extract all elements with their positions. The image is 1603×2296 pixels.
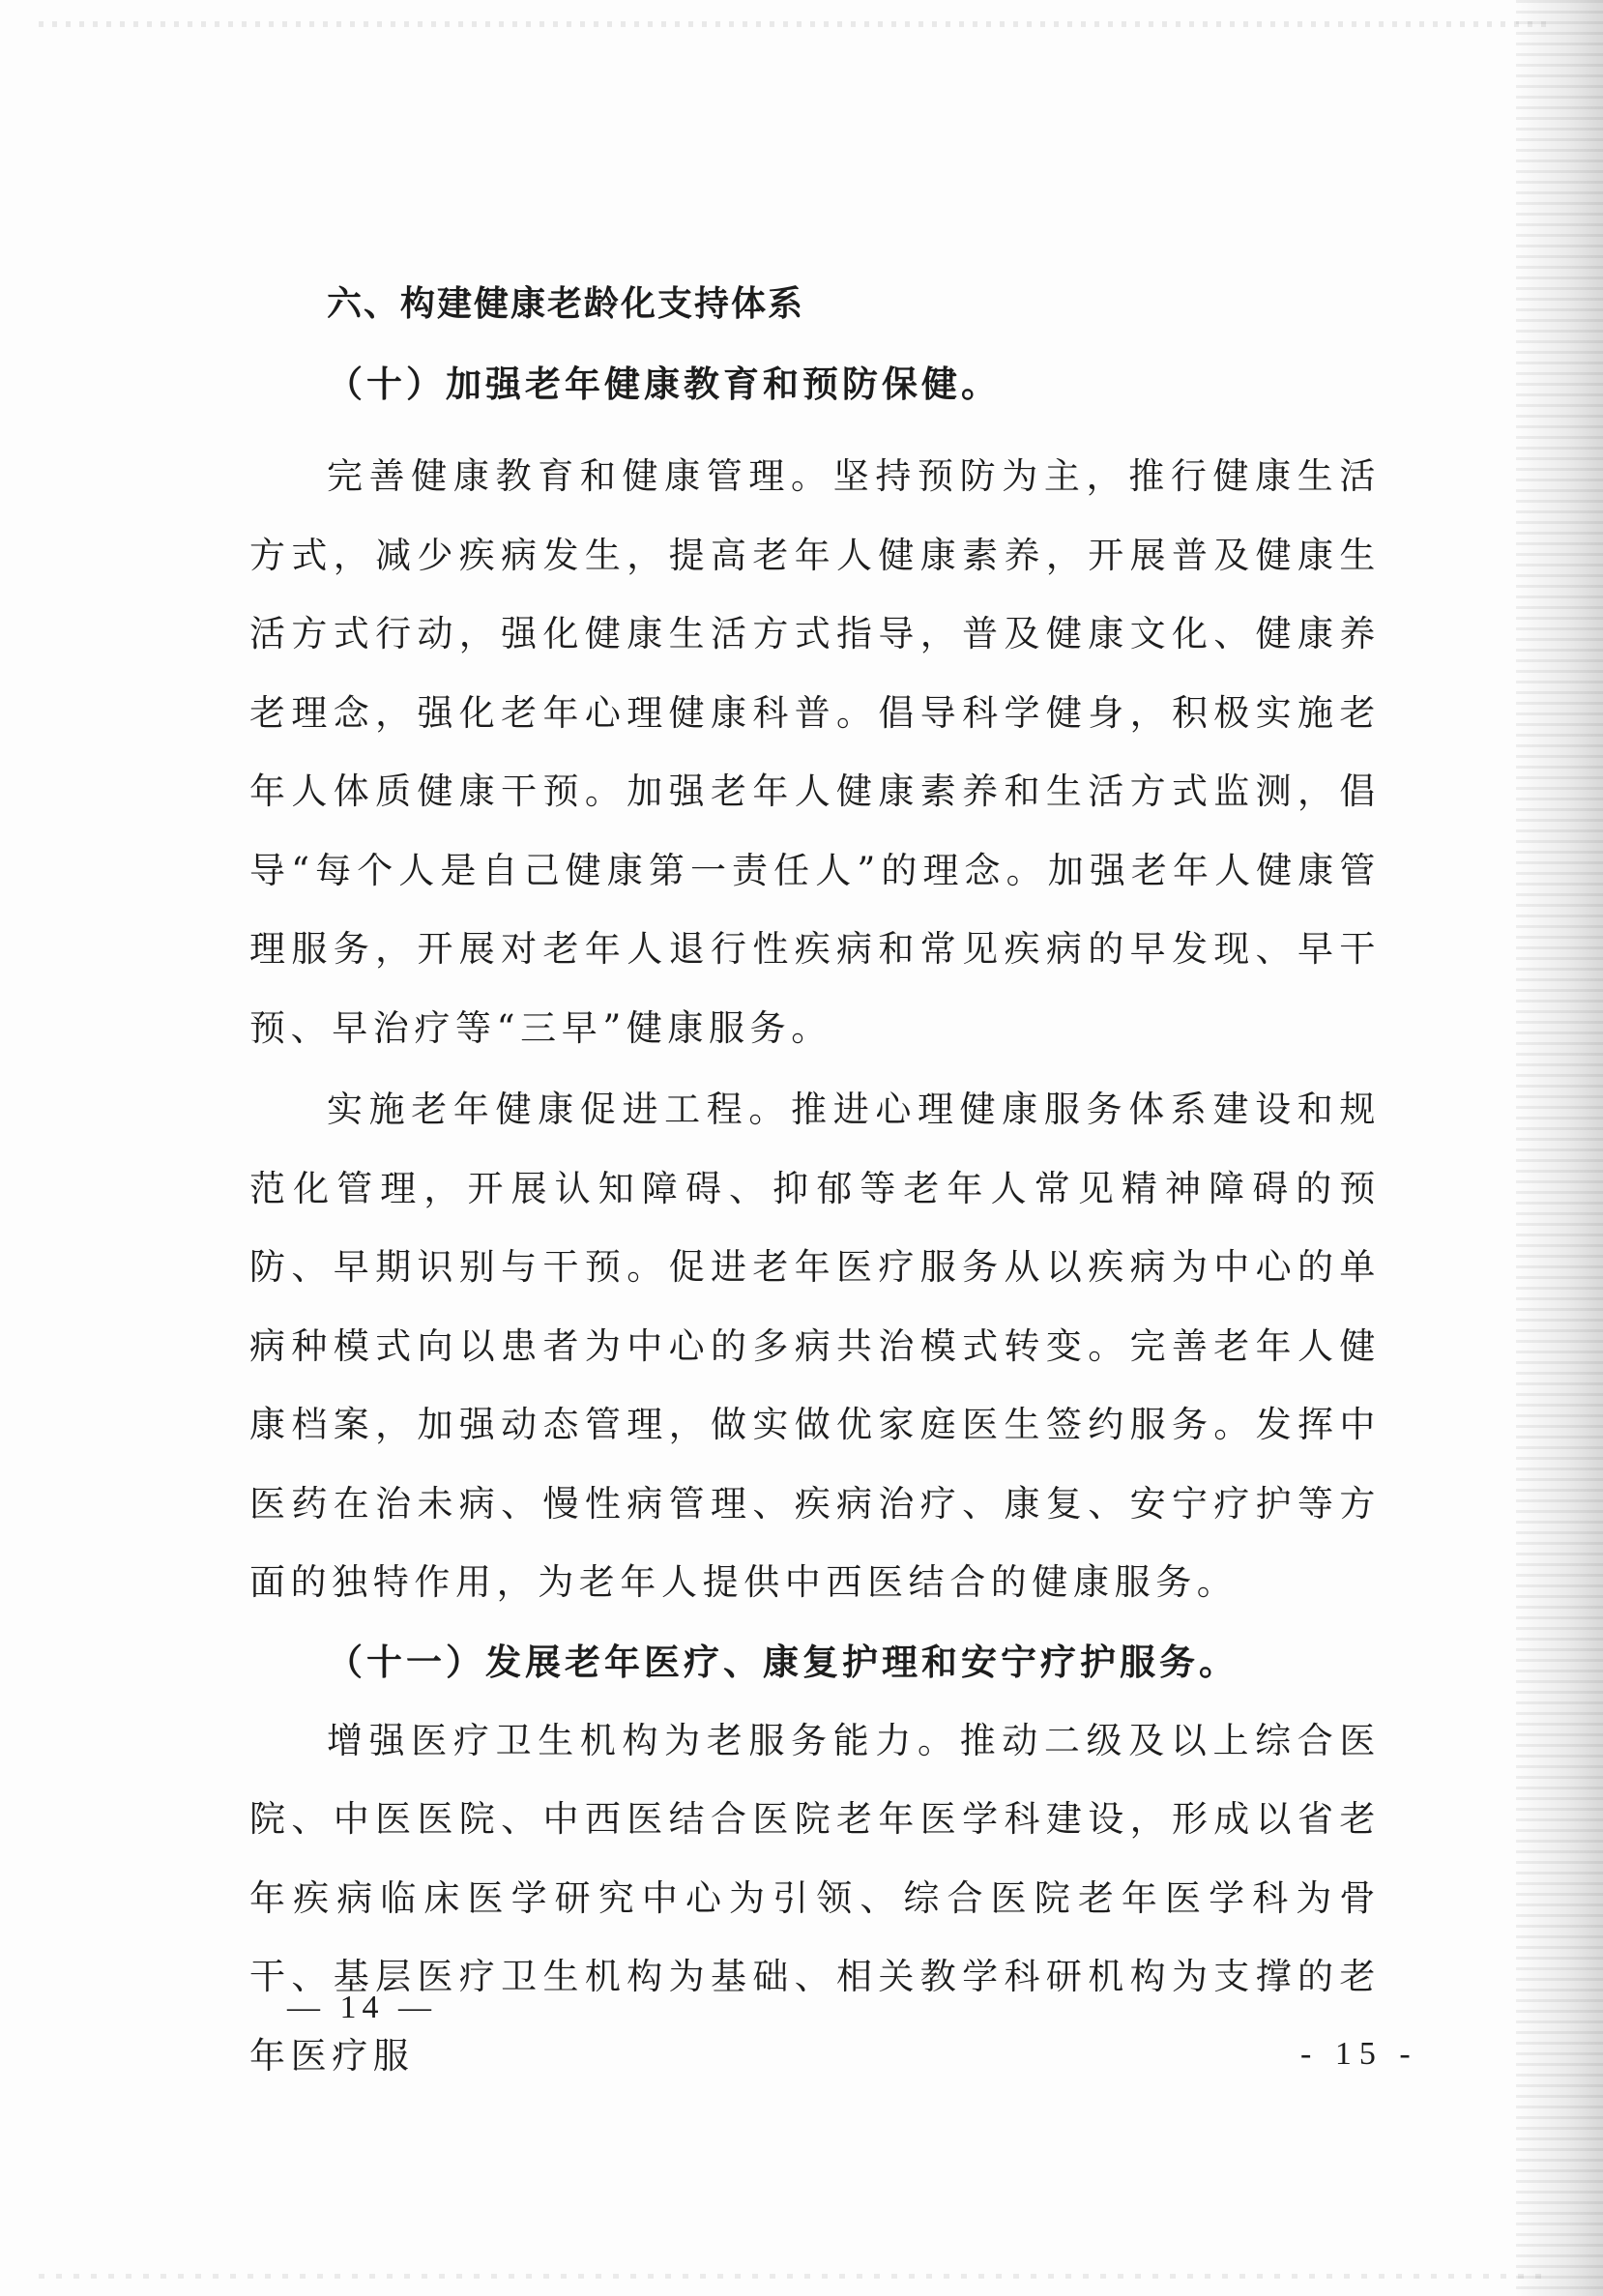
page-number-left: — 14 — bbox=[287, 1990, 437, 2025]
subsection-heading-10: （十）加强老年健康教育和预防保健。 bbox=[327, 363, 1001, 405]
paragraph-health-promotion: 实施老年健康促进工程。推进心理健康服务体系建设和规范化管理，开展认知障碍、抑郁等老年人常见精神障碍的预防、早期识别与干预。促进老年医疗服务从以疾病为中心的单病种模式向以患者为中心的多病共治模式转变。完善老年人健康档案，加强动态管理，做实做优家庭医生签约服务。发挥中医药在治未病、慢性病管理、疾病治疗、康复、安宁疗护等方面的独特作用，为老年人提供中西医结合的健康服务。 bbox=[249, 1089, 1381, 1603]
paragraph-health-education: 完善健康教育和健康管理。坚持预防为主，推行健康生活方式，减少疾病发生，提高老年人健康素养，开展普及健康生活方式行动，强化健康生活方式指导，普及健康文化、健康养老理念，强化老年心理健康科普。倡导科学健身，积极实施老年人体质健康干预。加强老年人健康素养和生活方式监测，倡导“每个人是自己健康第一责任人”的理念。加强老年人健康管理服务，开展对老年人退行性疾病和常见疾病的早发现、早干预、早治疗等“三早”健康服务。 bbox=[249, 455, 1381, 1049]
paragraph-medical-capacity: 增强医疗卫生机构为老服务能力。推动二级及以上综合医院、中医医院、中西医结合医院老年医学科建设，形成以省老年疾病临床医学研究中心为引领、综合医院老年医学科为骨干、基层医疗卫生机构为基础、相关教学科研机构为支撑的老年医疗服 bbox=[249, 1719, 1381, 2077]
scan-noise-bottom bbox=[39, 2274, 1547, 2279]
scan-noise-edge bbox=[1516, 0, 1603, 2296]
scan-noise-top bbox=[39, 21, 1547, 27]
section-heading: 六、构建健康老龄化支持体系 bbox=[327, 284, 805, 324]
subsection-heading-11: （十一）发展老年医疗、康复护理和安宁疗护服务。 bbox=[327, 1640, 1239, 1683]
document-body bbox=[249, 280, 1381, 2095]
page-number-right: - 15 - bbox=[1300, 2036, 1418, 2072]
